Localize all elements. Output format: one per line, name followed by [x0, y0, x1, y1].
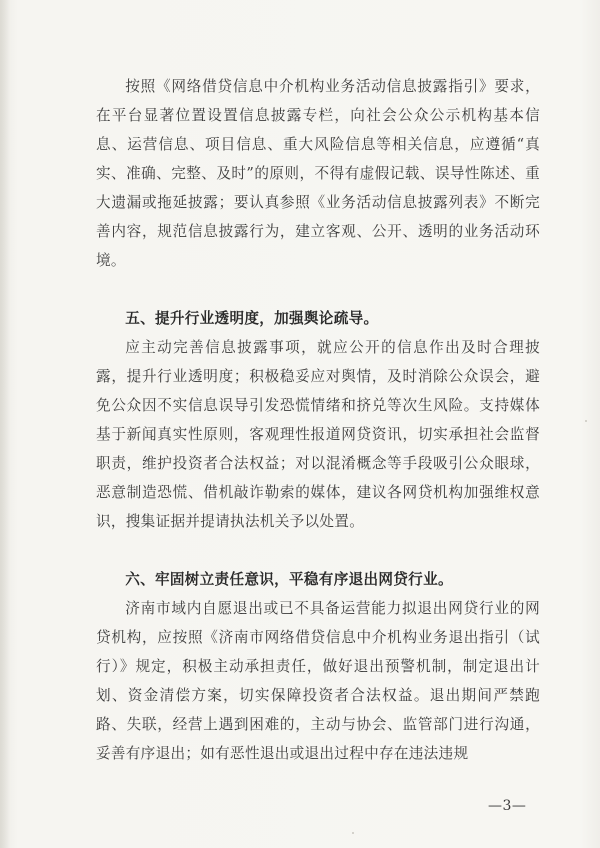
paragraph-text: 应主动完善信息披露事项，就应公开的信息作出及时合理披露，提升行业透明度；积极稳妥应对舆情，及时消除公众误会，避免公众因不实信息误导引发恐慌情绪和挤兑等次生风险。支持媒体基于新闻真实性原则，客观理性报道网贷资讯，切实承担社会监督职责，维护投资者合法权益；对以混淆概念等手段吸引公众眼球，恶意制造恐慌、借机敲诈勒索的媒体，建议各网贷机构加强维权意识，搜集证据并提请执法机关予以处置。	[96, 339, 540, 530]
heading-text: 五、提升行业透明度，加强舆论疏导。	[125, 310, 379, 327]
document-paragraph-1	[96, 72, 540, 275]
document-paragraph-2	[96, 333, 540, 536]
page-number: —3—	[488, 798, 527, 814]
scan-speck	[352, 832, 354, 834]
section-heading-5	[96, 304, 540, 333]
paragraph-text: 济南市域内自愿退出或已不具备运营能力拟退出网贷行业的网贷机构，应按照《济南市网络借贷信息中介机构业务退出指引（试行）》规定，积极主动承担责任，做好退出预警机制，制定退出计划、资金清偿方案，切实保障投资者合法权益。退出期间严禁跑路、失联，经营上遇到困难的，主动与协会、监管部门进行沟通，妥善有序退出；如有恶性退出或退出过程中存在违法违规	[96, 600, 540, 762]
scan-speck	[585, 420, 587, 422]
paragraph-text: 按照《网络借贷信息中介机构业务活动信息披露指引》要求，在平台显著位置设置信息披露专栏，向社会公众公示机构基本信息、运营信息、项目信息、重大风险信息等相关信息，应遵循“真实、准确、完整、及时”的原则，不得有虚假记载、误导性陈述、重大遗漏或拖延披露；要认真参照《业务活动信息披露列表》不断完善内容，规范信息披露行为，建立客观、公开、透明的业务活动环境。	[96, 78, 540, 269]
scan-shadow-edge	[0, 0, 10, 848]
document-paragraph-3	[96, 594, 540, 768]
heading-text: 六、牢固树立责任意识，平稳有序退出网贷行业。	[125, 571, 453, 588]
section-heading-6	[96, 565, 540, 594]
